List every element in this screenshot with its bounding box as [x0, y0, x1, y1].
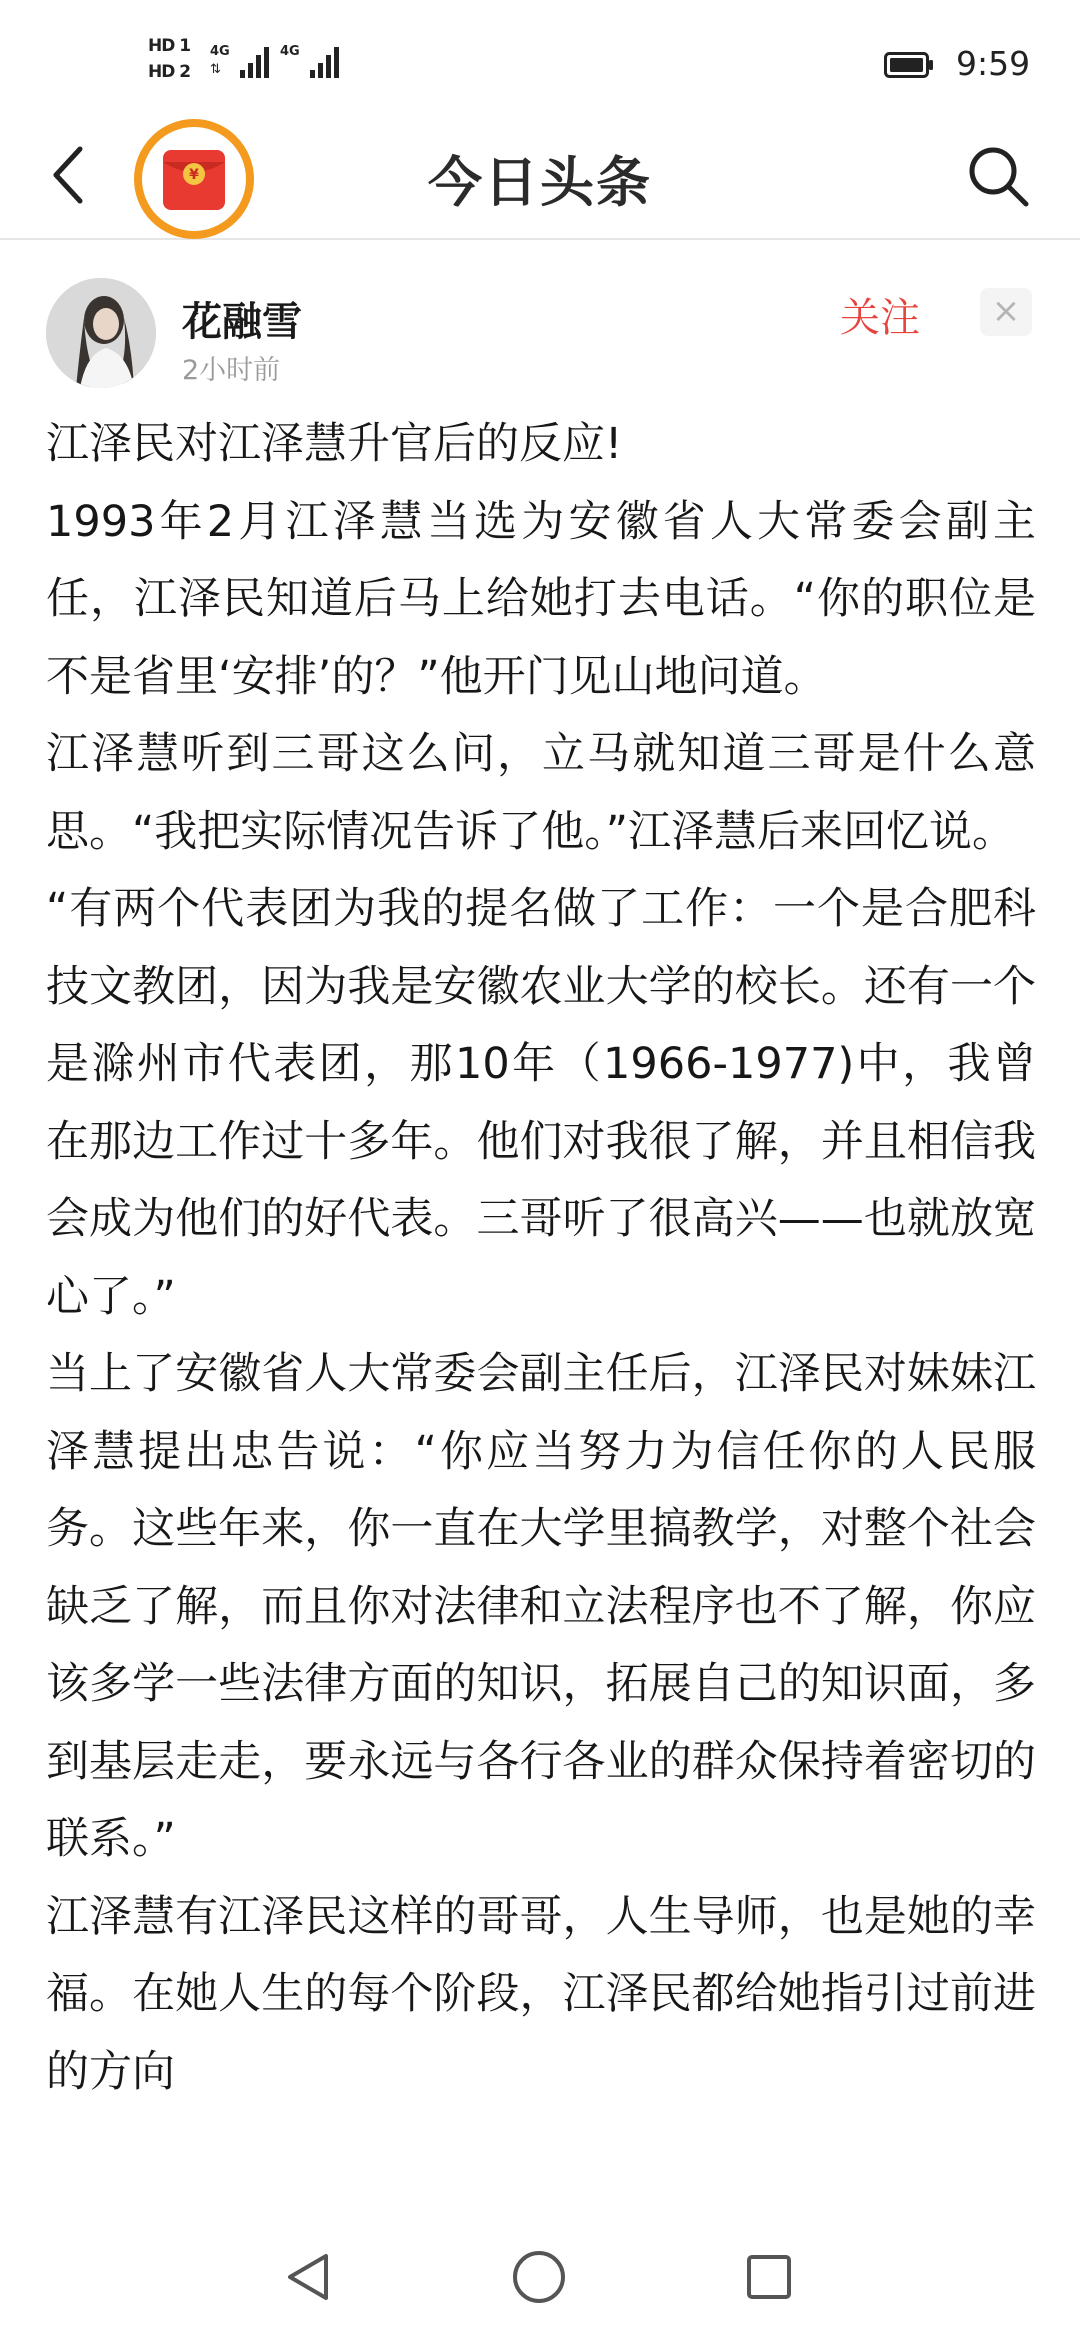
sim1-hd-badge: HD 1: [148, 36, 191, 56]
svg-text:¥: ¥: [189, 167, 199, 183]
article-body: [46, 406, 1036, 2214]
avatar[interactable]: [46, 278, 156, 388]
article-paragraph: 当上了安徽省人大常委会副主任后，江泽民对妹妹江泽慧提出忠告说：“你应当努力为信任你的人民服务。这些年来，你一直在大学里搞教学，对整个社会缺乏了解，而且你对法律和立法程序也不了解，你应该多学一些法律方面的知识，拓展自己的知识面，多到基层走走，要永远与各行各业的群众保持着密切的联系。”: [46, 1349, 1036, 1864]
system-navigation-bar: [0, 2214, 1080, 2340]
battery-icon: [884, 52, 934, 78]
post-time: 2小时前: [182, 355, 281, 386]
data-arrows-icon: ⇅: [210, 62, 221, 77]
article-paragraph: 江泽民对江泽慧升官后的反应!: [46, 419, 623, 469]
sim-indicators: [148, 36, 190, 82]
status-clock: 9:59: [956, 44, 1031, 83]
article-paragraph: 江泽慧听到三哥这么问，立马就知道三哥是什么意思。“我把实际情况告诉了他。”江泽慧后来回忆说。: [46, 729, 1036, 857]
article-paragraph: 1993年2月江泽慧当选为安徽省人大常委会副主任，江泽民知道后马上给她打去电话。“你的职位是不是省里‘安排’的？”他开门见山地问道。: [46, 496, 1036, 702]
follow-button[interactable]: 关注: [840, 295, 920, 341]
square-recents-icon: [742, 2250, 796, 2304]
author-row: [0, 240, 1080, 400]
nav-recents-button[interactable]: [736, 2244, 802, 2310]
signal-icon: [280, 44, 360, 84]
close-icon[interactable]: ×: [980, 288, 1032, 336]
search-icon[interactable]: [962, 140, 1034, 212]
signal-bars-icon: [238, 44, 274, 80]
app-brand-title: 今日头条: [428, 151, 652, 214]
nav-home-button[interactable]: [506, 2244, 572, 2310]
network-type-label: 4G: [280, 44, 300, 59]
author-name[interactable]: 花融雪: [182, 299, 302, 345]
top-nav-bar: [0, 118, 1080, 240]
avatar-image: [46, 278, 156, 388]
nav-back-button[interactable]: [276, 2244, 342, 2310]
signal-icon: [210, 44, 290, 84]
status-bar: [0, 0, 1080, 118]
network-type-label: 4G: [210, 44, 230, 59]
article-paragraph: “有两个代表团为我的提名做了工作：一个是合肥科技文教团，因为我是安徽农业大学的校长。还有一个是滁州市代表团，那10年（1966-1977)中，我曾在那边工作过十多年。他们对我很了解，并且相信我会成为他们的好代表。三哥听了很高兴——也就放宽心了。”: [46, 884, 1036, 1322]
circle-home-icon: [510, 2248, 568, 2306]
signal-bars-icon: [308, 44, 344, 80]
sim2-hd-badge: HD 2: [148, 62, 191, 82]
triangle-back-icon: [282, 2250, 336, 2304]
article-paragraph: 江泽慧有江泽民这样的哥哥，人生导师，也是她的幸福。在她人生的每个阶段，江泽民都给她指引过前进的方向: [46, 1891, 1036, 2097]
